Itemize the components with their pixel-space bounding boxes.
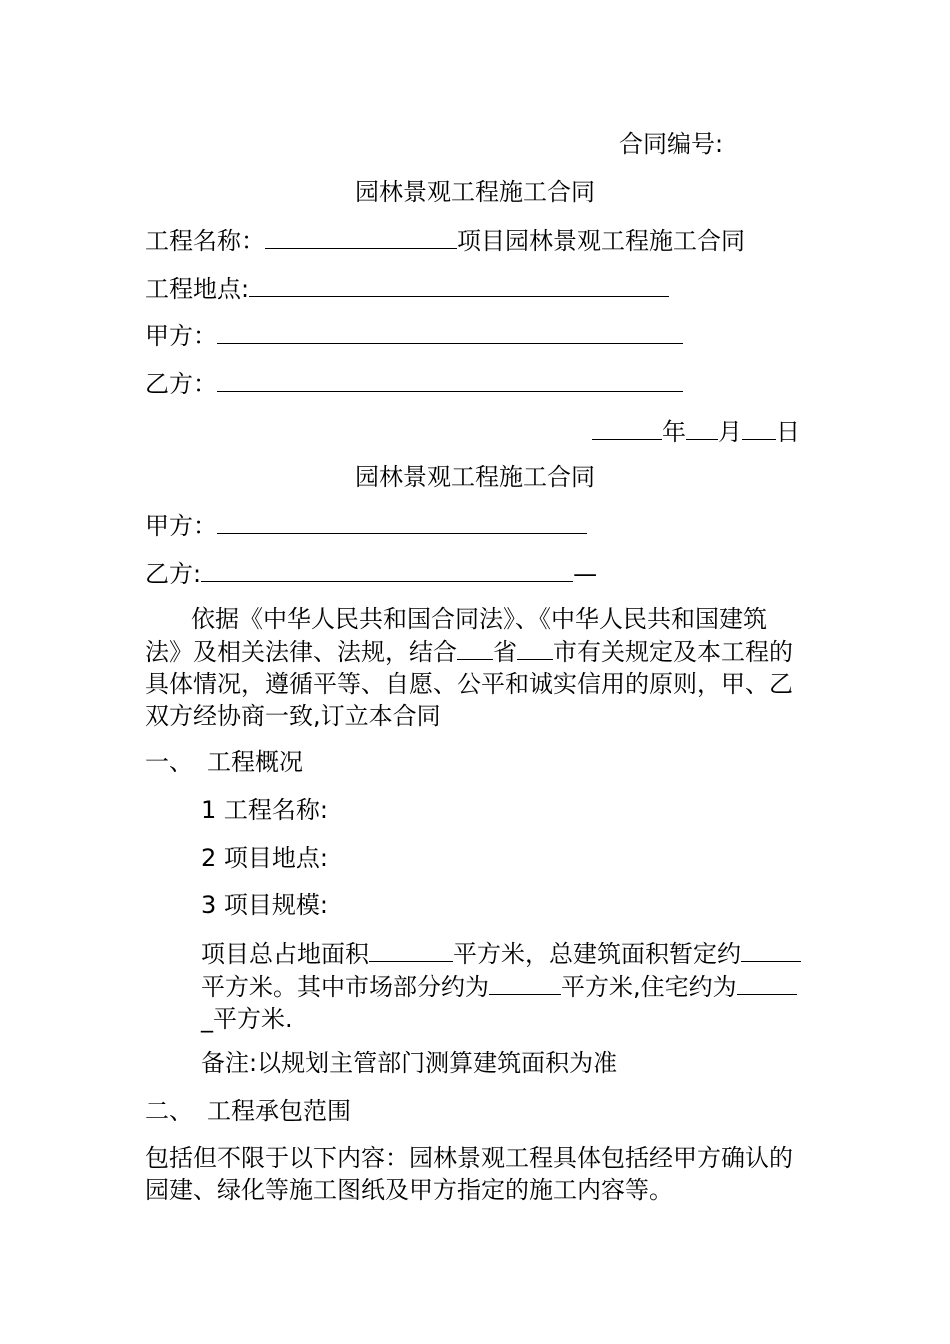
intro-line-4: 双方经协商一致,订立本合同 [145,702,441,730]
intro-line-3: 具体情况，遵循平等、自愿、公平和诚实信用的原则，甲、乙 [145,670,793,698]
scale-line-2-b: 平方米,住宅约为 [561,973,737,1001]
body-party-a-blank[interactable] [217,509,587,534]
intro-line-2-a: 法》及相关法律、法规，结合 [145,638,457,666]
total-area-blank[interactable] [369,937,453,962]
market-area-blank[interactable] [489,970,561,995]
province-label: 省 [493,638,517,666]
scale-line-2 [201,970,801,1003]
section-2-heading [145,1095,351,1127]
section-1-note: 备注:以规划主管部门测算建筑面积为准 [201,1049,618,1077]
intro-paragraph [145,603,793,732]
scale-line-1-b: 平方米，总建筑面积暂定约 [453,940,741,968]
section-1-number: 一、 [145,748,193,776]
cover-title: 园林景观工程施工合同 [355,178,595,206]
intro-line-2 [145,635,793,668]
project-name-label: 工程名称： [145,227,265,255]
body-party-a-line [145,509,587,541]
section-1-title: 工程概况 [207,748,303,776]
section-2-number: 二、 [145,1097,193,1125]
section-1-heading [145,746,303,778]
cover-party-b-line [145,367,683,399]
scale-line-3: _平方米. [201,1005,293,1033]
body-party-b-label: 乙方: [145,560,202,588]
residential-area-blank[interactable] [737,970,797,995]
section-2-content-line-2: 园建、绿化等施工图纸及甲方指定的施工内容等。 [145,1176,673,1204]
cover-party-a-line [145,319,683,351]
section-2-content [145,1142,793,1206]
project-name-line [145,224,745,256]
project-location-blank[interactable] [249,272,669,297]
year-blank[interactable] [592,415,662,440]
date-line [592,415,800,447]
section-1-item-1: 1 工程名称: [201,796,328,824]
month-label: 月 [718,418,742,446]
section-2-title: 工程承包范围 [207,1097,351,1125]
cover-party-a-label: 甲方： [145,322,217,350]
scale-line-2-a: 平方米。其中市场部分约为 [201,973,489,1001]
scale-paragraph [201,937,801,1035]
project-name-suffix: 项目园林景观工程施工合同 [457,227,745,255]
body-party-b-blank[interactable] [201,557,573,582]
cover-party-b-label: 乙方： [145,370,217,398]
section-2-content-line-1: 包括但不限于以下内容：园林景观工程具体包括经甲方确认的 [145,1144,793,1172]
year-label: 年 [662,418,686,446]
project-location-line [145,272,669,304]
scale-line-1-a: 项目总占地面积 [201,940,369,968]
month-blank[interactable] [686,415,718,440]
contract-number-label: 合同编号: [619,130,724,158]
scale-line-1 [201,937,801,970]
body-party-b-line [145,557,597,589]
intro-line-2-c: 市有关规定及本工程的 [553,638,793,666]
body-party-a-label: 甲方： [145,512,217,540]
body-title: 园林景观工程施工合同 [355,463,595,491]
body-party-b-trailing: — [573,560,598,588]
province-blank[interactable] [457,635,493,660]
cover-party-b-blank[interactable] [217,367,683,392]
section-1-item-2: 2 项目地点: [201,844,328,872]
city-blank[interactable] [517,635,553,660]
project-location-label: 工程地点: [145,275,250,303]
day-label: 日 [776,418,800,446]
section-1-item-3: 3 项目规模: [201,891,328,919]
building-area-blank[interactable] [741,937,801,962]
intro-line-1: 依据《中华人民共和国合同法》、《中华人民共和国建筑 [191,605,767,633]
cover-party-a-blank[interactable] [217,319,683,344]
day-blank[interactable] [742,415,776,440]
project-name-blank[interactable] [265,224,457,249]
